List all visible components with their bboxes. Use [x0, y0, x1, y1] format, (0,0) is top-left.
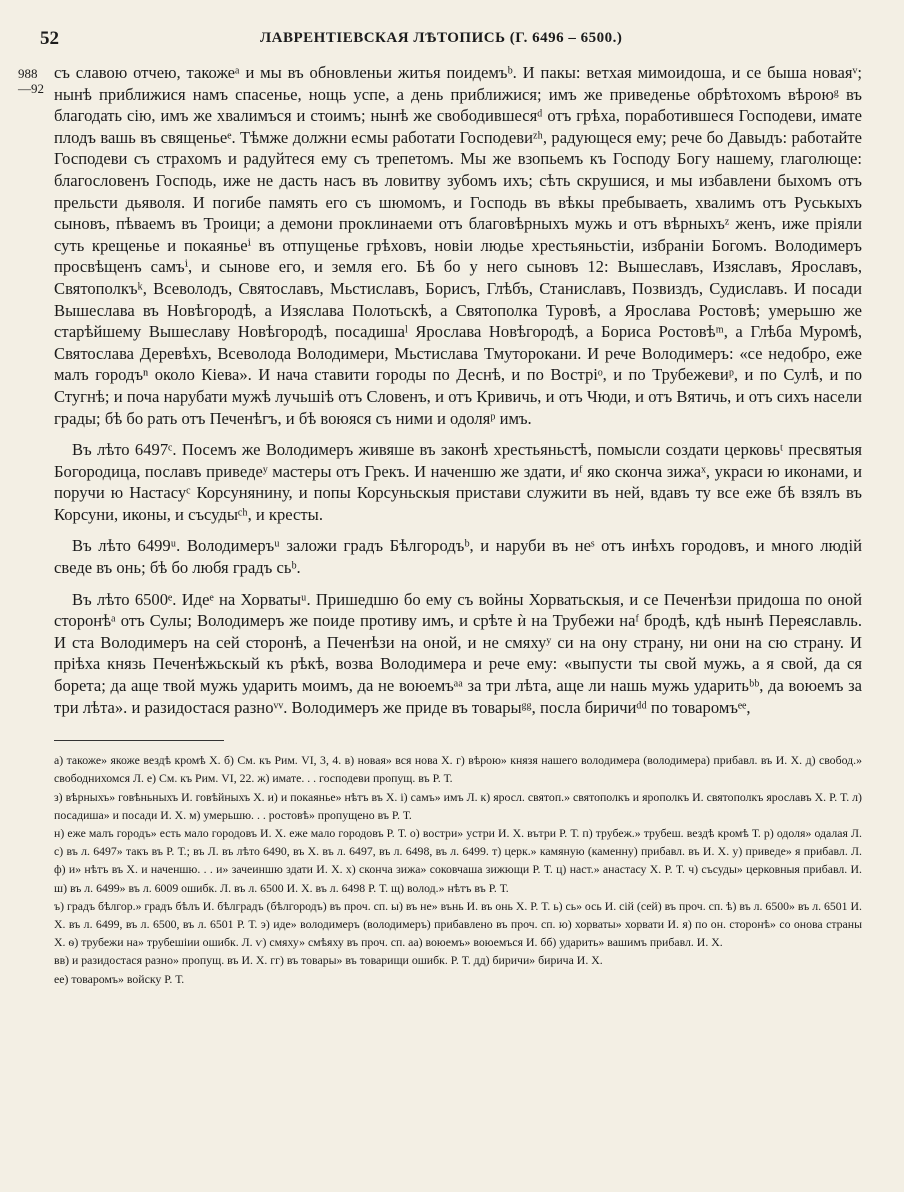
footnote-block: ее) товаромъ» войску Р. Т. — [54, 971, 185, 986]
chronicle-paragraph: съ славою отчею, такожеᵃ и мы въ обновленьи житья поидемъᵇ. И пакы: ветхая мимоидоша, и се быша новаяᵛ; нынѣ приближися намъ спасенье, нощь успе, а день приближися; имъ же приведенье обрѣтохомъ вѣроюᵍ въ благодать сію, имъ же хвалимъся и стоимъ; нынѣ же свободившесяᵈ отъ грѣха, поработившеся Господеви, имате плодъ вашь въ священьеᵉ. Тѣмже должни есмы работати Господевиᶻʰ, радующеся ему; рече бо Давыдъ: работайте Господеви съ страхомъ и радуйтеся ему съ трепетомъ. Мы же взопьемъ къ Господу Богу нашему, глаголюще: благословенъ Господь, иже не дасть насъ въ ловитву зубомъ ихъ; сѣть скрушися, и мы избавлени быхомъ отъ прельсти дьяволя. И погибе память его съ шюмомъ, и Господь въ вѣкы пребываеть, хвалимъ отъ Руськыхъ сыновъ, пѣваемъ въ Троици; а демони проклинаеми отъ благовѣрныхъ мужь и отъ вѣрныхъᶻ женъ, иже пріяли суть крещенье и покаяньеⁱ въ отпущенье грѣховъ, новіи людье хрестьяньстіи, избраніи Богомъ. Володимеръ просвѣщенъ самъⁱ, и сынове его, и земля его. Бѣ бо у него сыновъ 12: Вышеславъ, Изяславъ, Ярославъ, Святополкъᵏ, Всеволодъ, Святославъ, Мьстиславъ, Борисъ, Глѣбъ, Станиславъ, Позвиздъ, Судиславъ. И посади Вышеслава въ Новѣгородѣ, а Изяслава Полотьскѣ, а Святополка Туровѣ, а Ярослава Ростовѣ; умерьшю же старѣйшему Вышеславу Новѣгородѣ, посадишаˡ Ярослава Новѣгородѣ, а Бориса Ростовѣᵐ, а Глѣба Муромѣ, Святослава Деревѣхъ, Всеволода Володимери, Мьстислава Тмуторокани. И рече Володимеръ: «се недобро, еже малъ городъⁿ около Кіева». И нача ставити городы по Деснѣ, и по Востріᵒ, и по Трубежевиᵖ, и по Сулѣ, и по Стугнѣ; и поча нарубати мужѣ лучьшіѣ отъ Словенъ, и отъ Кривичь, и отъ Чюди, и отъ Вятичь, и отъ сихъ насели грады; бѣ бо рать отъ Печенѣгъ, и бѣ воюяся съ ними и одоляᵖ имъ. — [54, 63, 862, 428]
footnote-block: ъ) градъ бѣлгор.» градъ бѣлъ И. бѣлградъ (бѣлгородъ) въ проч. сп. ы) въ не» вънь И. въ онь Х. Р. Т. ь) сь» ось И. сій (сей) въ проч. сп. ѣ) въ л. 6500» въ л. 6501 И. Х. въ л. 6499, въ л. 6500, въ л. 6501 Р. Т. э) иде» володимеръ (володимеръ) прибавлено въ проч. сп. ю) хорваты» хорвати И. я) по он. сторонѣ» со онова страны Х. ѳ) трубежи на» трубешіии ошибк. Л. ѵ) смяху» смѣяху въ проч. сп. аа) воюемъ» воюемъся И. бб) ударить» вашимъ прибавл. И. Х. — [54, 898, 862, 950]
footnote-block: н) еже малъ городъ» есть мало городовъ И. Х. еже мало городовъ Р. Т. о) востри» устри И. Х. вътри Р. Т. п) трубеж.» трубеш. вездѣ кромѣ Т. р) одоля» одалая Л. с) въ л. 6497» такъ въ Р. Т.; въ Л. въ лѣто 6490, въ Х. въ л. 6497, въ л. 6498, въ л. 6499. т) церк.» камяную (каменну) прибавл. въ И. Х. у) приведе» я прибавл. Л. ф) и» нѣтъ въ Х. и наченшю. . . и» зачеиншю здати И. Х. х) сконча зижа» соковчаша зижющи Р. Т. ц) наст.» анастасу Х. Р. Т. ч) съсуды» церковныя прибавл. И. ш) въ л. 6499» въ л. 6009 ошибк. Л. въ л. 6500 И. Х. въ л. 6498 Р. Т. щ) волод.» нѣтъ въ Р. Т. — [54, 826, 862, 895]
page-header — [40, 22, 862, 52]
footnotes — [54, 751, 862, 988]
year-marker-start: 988 — [18, 66, 38, 81]
chronicle-text — [54, 62, 862, 718]
chronicle-paragraph: Въ лѣто 6499ᵘ. Володимеръᵘ заложи градъ Бѣлгородъᵇ, и наруби въ неˢ отъ инѣхъ городовъ, и много людій сведе въ онь; бѣ бо любя градъ сьᵇ. — [54, 536, 862, 578]
chronicle-paragraph: Въ лѣто 6497ᶜ. Посемъ же Володимеръ живяше въ законѣ хрестьяньстѣ, помысли создати церковьᵗ пресвятыя Богородица, пославъ приведеʸ мастеры отъ Грекъ. И наченшю же здати, иᶠ яко сконча зижаˣ, украси ю иконами, и поручи ю Настасуᶜ Корсунянину, и попы Корсуньскыя пристави служити въ ней, вдавъ ту все еже бѣ взялъ въ Корсуни, иконы, и съсудыᶜʰ, и кресты. — [54, 440, 862, 524]
footnote-block: вв) и разидостася разно» пропущ. въ И. Х. гг) въ товары» въ товарищи ошибк. Р. Т. дд) биричи» бирича И. Х. — [54, 953, 603, 968]
chronicle-paragraph: Въ лѣто 6500ᵉ. Идеᵉ на Хорватыᵘ. Пришедшю бо ему съ войны Хорватьскыя, и се Печенѣзи придоша по оной сторонѣᵃ отъ Сулы; Володимеръ же поиде противу имъ, и срѣте ѝ на Трубежи наᶠ бродѣ, кдѣ нынѣ Переяславль. И ста Володимеръ на сей сторонѣ, а Печенѣзи на оной, и не смяхуʸ си на ону страну, ни они на сю страну. И пріѣха князь Печенѣжьскый къ рѣкѣ, возва Володимера и рече ему: «выпусти ты свой мужь, а я свой, да ся борета; да аще твой мужь ударить моимъ, да не воюемъᵃᵃ за три лѣта, аще ли нашь мужь ударитьᵇᵇ, да воюемъ за три лѣта». и разидостася разноᵛᵛ. Володимеръ же приде въ товарыᵍᵍ, посла биричиᵈᵈ по товаромъᵉᵉ, — [54, 589, 862, 717]
footnote-block: з) вѣрныхъ» говѣньныхъ И. говѣйныхъ Х. и) и покаянье» нѣтъ въ Х. і) самъ» имъ Л. к) яросл. святоп.» святополкъ и ярополкъ И. святополкъ ярославъ Х. Р. Т. л) посадиша» и посади И. Х. м) умерьшю. . . ростовѣ» пропущено въ Р. Т. — [54, 789, 862, 822]
year-marker-end: —92 — [18, 81, 44, 96]
margin-year-marker — [18, 66, 44, 96]
footnote-block: а) такоже» якоже вездѣ кромѣ Х. б) См. къ Рим. VI, 3, 4. в) новая» вся нова Х. г) вѣрою» князя нашего володимера (володимера) прибавл. въ И. Х. д) свобод.» свободнихомся Л. е) См. къ Рим. VI, 22. ж) имате. . . господеви пропущ. въ Р. Т. — [54, 753, 862, 786]
page-number: 52 — [40, 28, 59, 49]
footnote-divider — [54, 740, 224, 741]
running-title: ЛАВРЕНТІЕВСКАЯ ЛѢТОПИСЬ (Г. 6496 – 6500.) — [260, 30, 623, 46]
